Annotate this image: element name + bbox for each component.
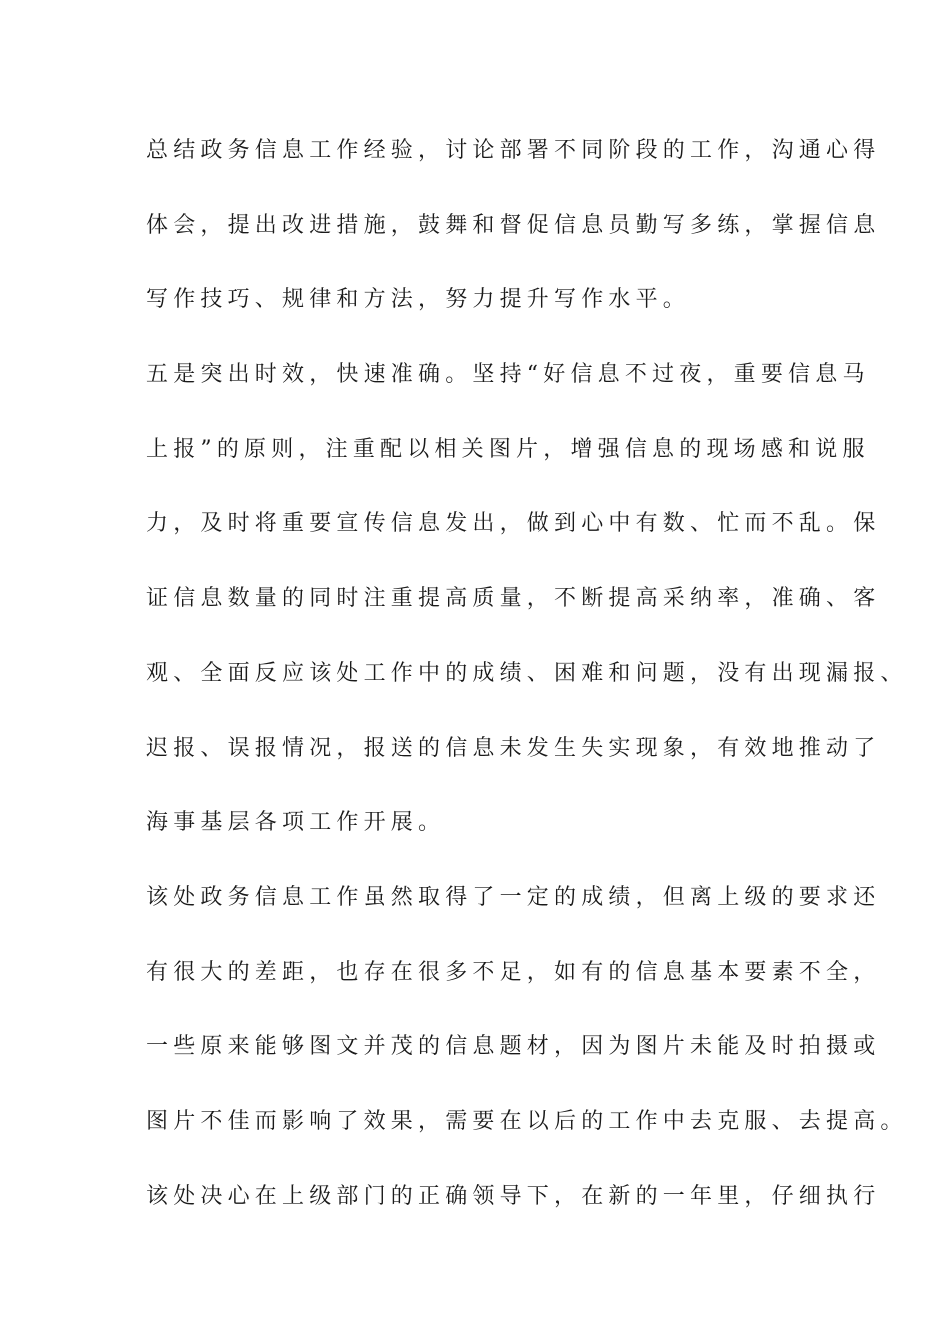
text-line: 迟报、误报情况，报送的信息未发生失实现象，有效地推动了 — [146, 735, 881, 761]
text-line: 该处决心在上级部门的正确领导下，在新的一年里，仔细执行 — [146, 1183, 881, 1209]
text-line: 海事基层各项工作开展。 — [146, 810, 446, 836]
text-line: 一些原来能够图文并茂的信息题材，因为图片未能及时拍摄或 — [146, 1034, 881, 1060]
text-line: 体会，提出改进措施，鼓舞和督促信息员勤写多练，掌握信息 — [146, 212, 881, 238]
text-line: 证信息数量的同时注重提高质量，不断提高采纳率，准确、客 — [146, 586, 881, 612]
text-line: 五是突出时效，快速准确。坚持“好信息不过夜，重要信息马 — [146, 362, 870, 388]
text-line: 有很大的差距，也存在很多不足，如有的信息基本要素不全， — [146, 959, 881, 985]
body-text — [146, 129, 908, 1249]
text-line: 总结政务信息工作经验，讨论部署不同阶段的工作，沟通心得 — [146, 138, 881, 163]
text-line: 该处政务信息工作虽然取得了一定的成绩，但离上级的要求还 — [146, 884, 881, 910]
text-line: 力，及时将重要宣传信息发出，做到心中有数、忙而不乱。保 — [146, 511, 881, 537]
text-line: 观、全面反应该处工作中的成绩、困难和问题，没有出现漏报、 — [146, 660, 908, 686]
text-line: 图片不佳而影响了效果，需要在以后的工作中去克服、去提高。 — [146, 1108, 908, 1134]
text-line: 上报”的原则，注重配以相关图片，增强信息的现场感和说服 — [146, 436, 870, 462]
text-line: 写作技巧、规律和方法，努力提升写作水平。 — [146, 287, 691, 313]
